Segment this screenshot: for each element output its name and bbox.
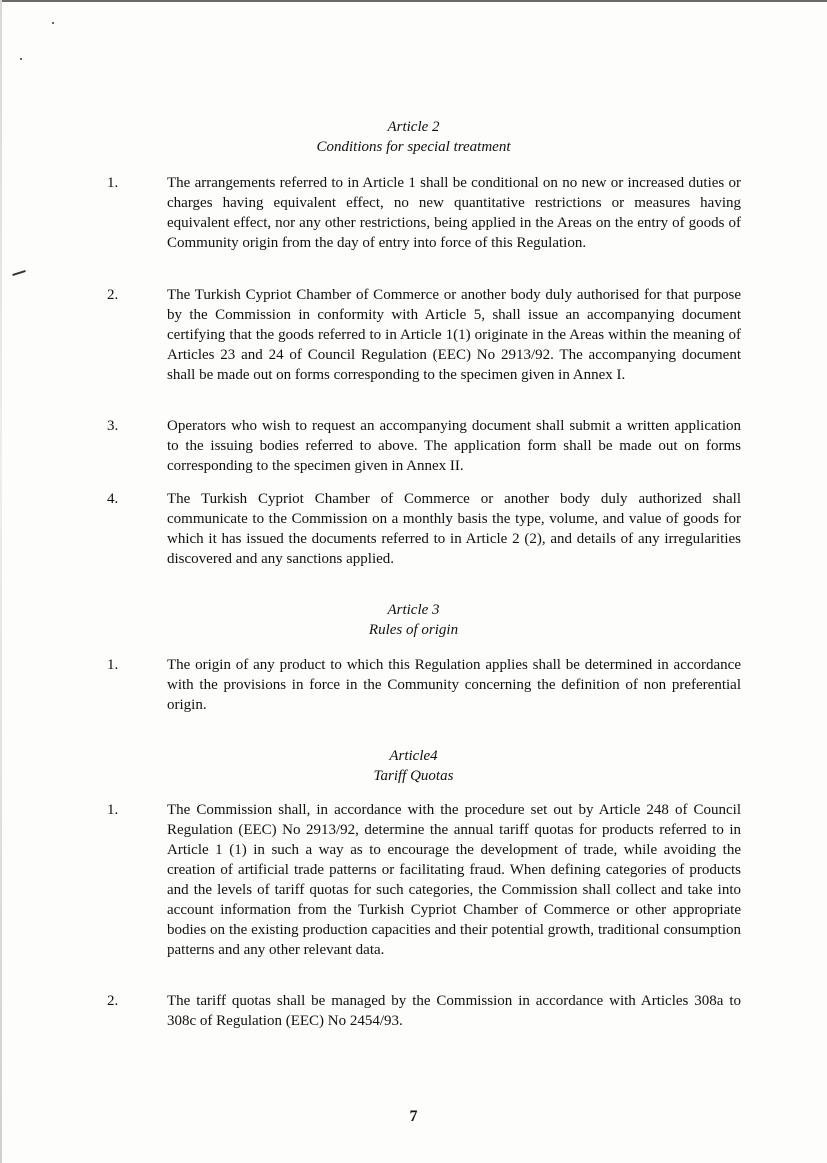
clause-number: 4. (107, 491, 119, 507)
scan-speck (20, 58, 22, 60)
clause-text: The origin of any product to which this Regulation applies shall be determined in accordance with the provisions in force in the Community concerning the definition of non preferential origin. (167, 657, 741, 713)
article-3-heading (0, 600, 827, 640)
clause-text: The tariff quotas shall be managed by the Commission in accordance with Articles 308a to 308c of Regulation (EEC) No 2454/93. (167, 993, 741, 1029)
page-number: 7 (409, 1108, 418, 1125)
scan-left-edge (0, 0, 2, 1163)
article-3-subtitle: Rules of origin (368, 622, 459, 638)
article-4-title: Article4 (389, 748, 438, 764)
clause-number: 3. (107, 418, 119, 434)
clause-number: 1. (107, 175, 119, 191)
clause-text: The Turkish Cypriot Chamber of Commerce or another body duly authorized shall communicate to the Commission on a monthly basis the type, volume, and value of goods for which it has issued the documents referred to in Article 2 (2), and details of any irregularities discovered and any sanctions applied. (167, 491, 741, 567)
scan-top-edge (0, 0, 827, 2)
article-2-subtitle: Conditions for special treatment (316, 139, 511, 155)
article-2-heading (0, 117, 827, 157)
clause-text: The Turkish Cypriot Chamber of Commerce or another body duly authorised for that purpose by the Commission in conformity with Article 5, shall issue an accompanying document certifying that the goods referred to in Article 1(1) originate in the Areas within the meaning of Articles 23 and 24 of Council Regulation (EEC) No 2913/92. The accompanying document shall be made out on forms corresponding to the specimen given in Annex I. (167, 287, 741, 383)
clause-number: 1. (107, 657, 119, 673)
article-3-title: Article 3 (387, 602, 440, 618)
clause-number: 2. (107, 287, 119, 303)
clause-number: 1. (107, 802, 119, 818)
scan-speck (12, 270, 26, 276)
clause-text: The arrangements referred to in Article 1 shall be conditional on no new or increased duties or charges having equivalent effect, no new quantitative restrictions or measures having equivalent effect, nor any other restrictions, being applied in the Areas on the entry of goods of Community origin from the day of entry into force of this Regulation. (167, 175, 741, 251)
article-4-subtitle: Tariff Quotas (373, 768, 454, 784)
article-4-heading (0, 746, 827, 786)
clause-number: 2. (107, 993, 119, 1009)
clause-text: The Commission shall, in accordance with the procedure set out by Article 248 of Council Regulation (EEC) No 2913/92, determine the annual tariff quotas for products referred to in Article 1 (1) in such a way as to encourage the development of trade, while avoiding the creation of artificial trade patterns or facilitating fraud. When defining categories of products and the levels of tariff quotas for such categories, the Commission shall collect and take into account information from the Turkish Cypriot Chamber of Commerce or other appropriate bodies on the existing production capacities and their potential growth, traditional consumption patterns and any other relevant data. (167, 802, 741, 958)
article-2-title: Article 2 (387, 119, 440, 135)
clause-text: Operators who wish to request an accompanying document shall submit a written application to the issuing bodies referred to above. The application form shall be made out on forms corresponding to the specimen given in Annex II. (167, 418, 741, 474)
scan-speck (52, 22, 54, 24)
